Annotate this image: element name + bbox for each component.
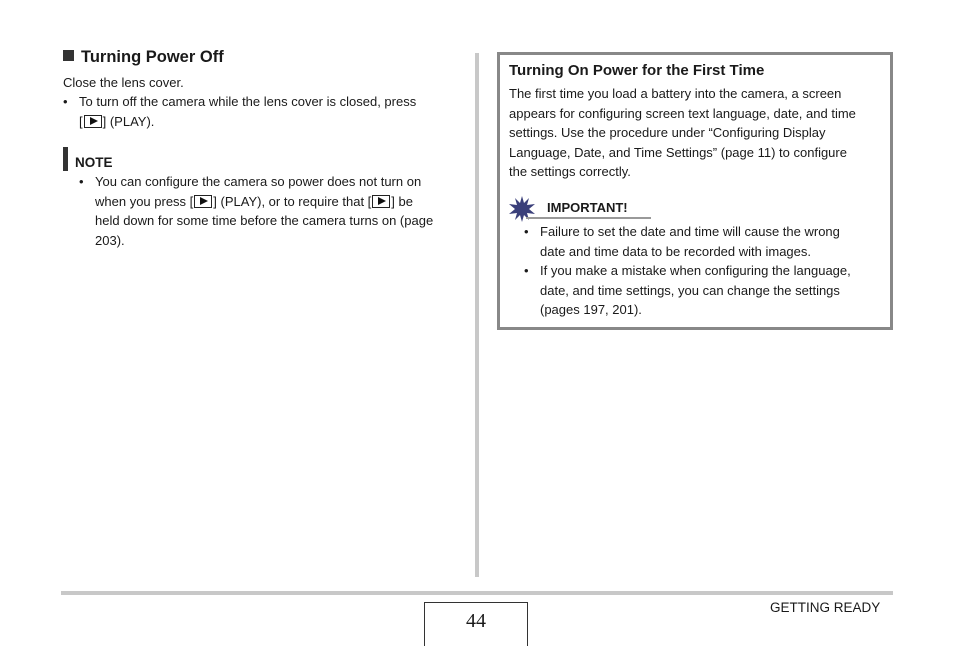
bullet-icon: •	[63, 94, 68, 109]
note-label: NOTE	[75, 155, 113, 170]
note-line-4: 203).	[95, 232, 125, 248]
bullet-icon: •	[524, 224, 529, 239]
important-underline	[526, 217, 651, 219]
column-divider	[475, 53, 479, 577]
bullet-text-line2: [ ] (PLAY).	[79, 113, 155, 129]
box-paragraph	[509, 84, 884, 182]
play-key-icon	[194, 195, 212, 208]
note-line-2: when you press [ ] (PLAY), or to require that [ ] be	[95, 193, 413, 209]
section-heading	[63, 48, 224, 67]
section-heading-text: Turning Power Off	[81, 48, 224, 66]
footer-section-title: GETTING READY	[770, 600, 881, 615]
play-key-icon	[372, 195, 390, 208]
box-line: Language, Date, and Time Settings” (page 11) to configure	[509, 144, 847, 160]
square-bullet-icon	[63, 50, 74, 61]
bullet-text: To turn off the camera while the lens cover is closed, press	[79, 94, 417, 109]
page-number-box	[424, 602, 528, 646]
footer-rule	[61, 591, 893, 595]
box-line: settings. Use the procedure under “Configuring Display	[509, 125, 826, 140]
bullet-icon: •	[79, 174, 84, 189]
box-line: The first time you load a battery into the camera, a screen	[509, 86, 842, 101]
page-number: 44	[466, 610, 486, 632]
bullet-icon: •	[524, 263, 529, 278]
box-line: appears for configuring screen text language, date, and time	[509, 105, 856, 121]
box-line: the settings correctly.	[509, 164, 631, 179]
note-line-1: You can configure the camera so power does not turn on	[95, 174, 422, 189]
important-label: IMPORTANT!	[547, 200, 628, 215]
play-key-icon	[84, 115, 102, 128]
intro-text: Close the lens cover.	[63, 75, 184, 90]
box-title: Turning On Power for the First Time	[509, 62, 765, 79]
note-line-3: held down for some time before the camera turns on (page	[95, 213, 434, 228]
note-marker	[63, 147, 68, 171]
